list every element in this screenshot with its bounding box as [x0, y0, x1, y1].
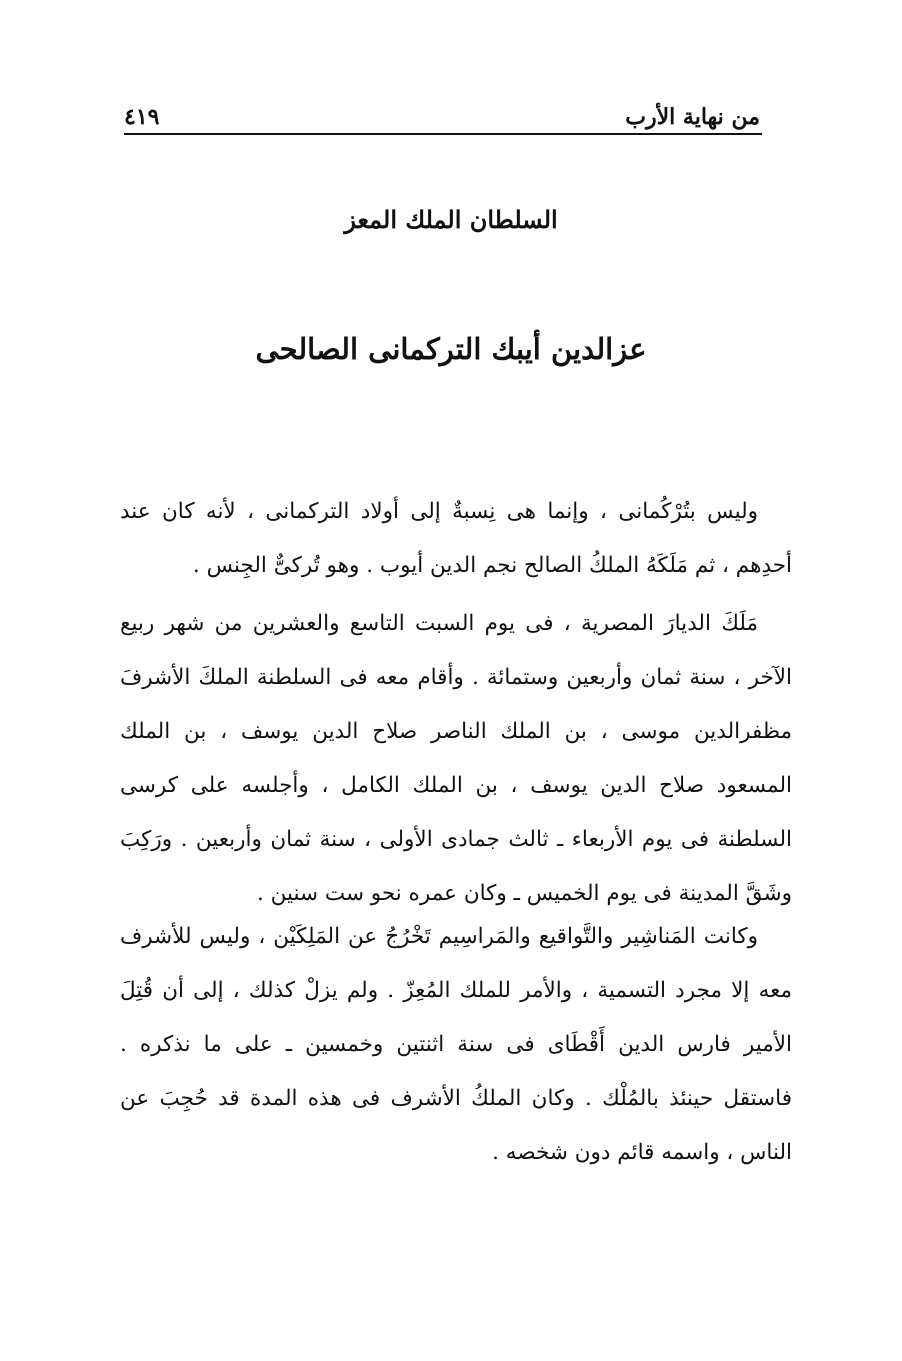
- running-title: من نهاية الأرب: [625, 104, 760, 130]
- paragraph-accession: [120, 597, 792, 921]
- paragraph-text: مَلَكَ الديارَ المصرية ، فى يوم السبت التاسع والعشرين من شهر ربيع الآخر ، سنة ثمان وأربعين وستمائة . وأقام معه فى السلطنة الملكَ الأشرفَ مظفرالدين موسى ، بن الملك الناصر صلاح الدين يوسف ، بن الملك المسعود صلاح الدين يوسف ، بن الملك الكامل ، وأجلسه على كرسى السلطنة فى يوم الأربعاء ـ ثالث جمادى الأولى ، سنة ثمان وأربعين . ورَكِبَ وشَقَّ المدينة فى يوم الخميس ـ وكان عمره نحو ست سنين .: [120, 611, 792, 906]
- paragraph-text: وليس بتُرْكُمانى ، وإنما هى نِسبةٌ إلى أولاد التركمانى ، لأنه كان عند أحدِهم ، ثم مَلَكَهُ الملكُ الصالح نجم الدين أيوب . وهو تُركىٌّ الجِنس .: [120, 499, 792, 578]
- chapter-subtitle: عزالدين أيبك التركمانى الصالحى: [255, 332, 647, 366]
- page-number: ٤١٩: [124, 104, 160, 130]
- paragraph-text: وكانت المَناشِير والتَّواقيع والمَراسِيم تَخْرُجُ عن المَلِكَيْن ، وليس للأشرف معه إلا مجرد التسمية ، والأمر للملك المُعِزّ . ولم يزلْ كذلك ، إلى أن قُتِلَ الأمير فارس الدين أَقْطَاى فى سنة اثنتين وخمسين ـ على ما نذكره . فاستقل حينئذ بالمُلْك . وكان الملكُ الأشرف فى هذه المدة قد حُجِبَ عن الناس ، واسمه قائم دون شخصه .: [120, 924, 792, 1165]
- running-head: [124, 90, 760, 130]
- chapter-title: السلطان الملك المعز: [344, 205, 558, 234]
- paragraph-rule: [120, 910, 792, 1180]
- header-rule: [124, 133, 762, 135]
- paragraph-origin: [120, 485, 792, 593]
